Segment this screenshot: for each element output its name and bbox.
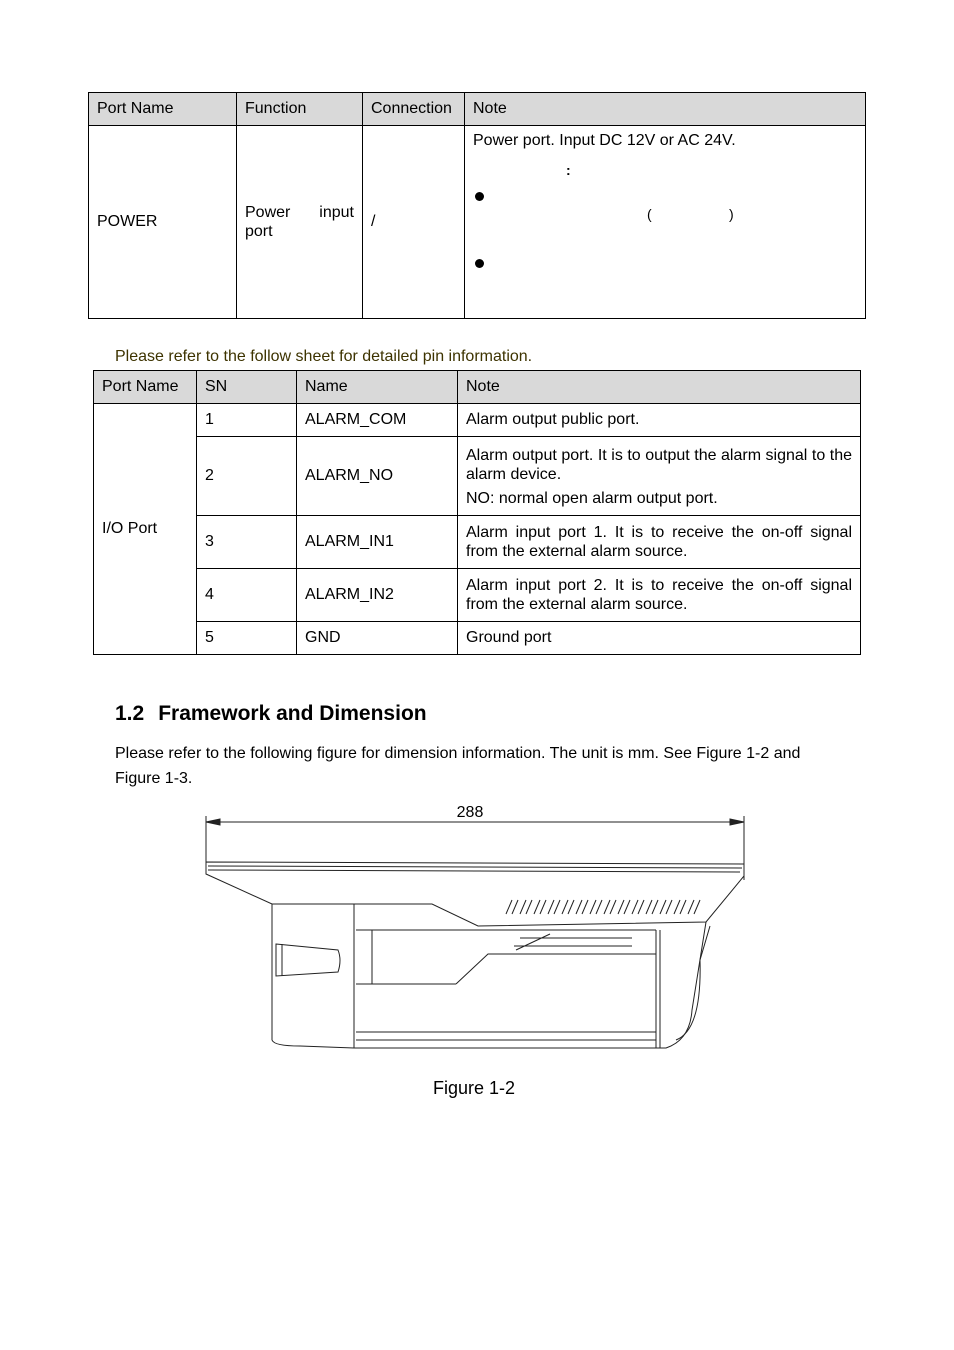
cell-sn: 3 [197,516,297,569]
vent-slots [506,900,700,914]
cell-sn: 5 [197,622,297,655]
note-paren-close: ) [729,206,734,222]
section-paragraph: Please refer to the following figure for dimension information. The unit is mm. See Figure 1-2 and Figure 1-3. [115,745,801,787]
cell-note: Alarm output public port. [458,404,861,437]
cell-function: Power input port [237,126,363,319]
section-number: 1.2 [115,702,145,725]
note-text: Power port. Input DC 12V or AC 24V. [473,132,736,149]
figure-caption: Figure 1-2 [433,1078,516,1098]
cell-connection: / [363,126,465,319]
pin-info-intro: Please refer to the follow sheet for detailed pin information. [115,348,533,365]
dimension-label: 288 [456,804,484,821]
arrow-left-icon [206,819,220,825]
header-connection: Connection [363,93,465,126]
cell-note: Alarm input port 2. It is to receive the on-off signal from the external alarm source. [458,569,861,622]
cell-sn: 1 [197,404,297,437]
cell-name: ALARM_IN2 [297,569,458,622]
header-note: Note [458,371,861,404]
note-paren-open: ( [647,206,652,222]
note-colon: : [566,162,571,178]
cell-name: ALARM_IN1 [297,516,458,569]
note-line-1: Alarm output port. It is to output the alarm signal to the alarm device. [466,447,852,483]
header-function: Function [237,93,363,126]
cell-name: ALARM_NO [297,437,458,516]
cell-sn: 2 [197,437,297,516]
cell-note: Alarm input port 1. It is to receive the on-off signal from the external alarm source. [458,516,861,569]
cell-sn: 4 [197,569,297,622]
header-note: Note [465,93,866,126]
header-port-name: Port Name [94,371,197,404]
section-title: Framework and Dimension [158,702,427,725]
header-sn: SN [197,371,297,404]
cell-note: Ground port [458,622,861,655]
front-window [276,944,340,976]
header-name: Name [297,371,458,404]
note-line-2: NO: normal open alarm output port. [466,490,718,507]
cell-port-name: POWER [89,126,237,319]
header-port-name: Port Name [89,93,237,126]
cell-name: GND [297,622,458,655]
cell-port-name: I/O Port [94,404,197,655]
arrow-right-icon [730,819,744,825]
cell-name: ALARM_COM [297,404,458,437]
